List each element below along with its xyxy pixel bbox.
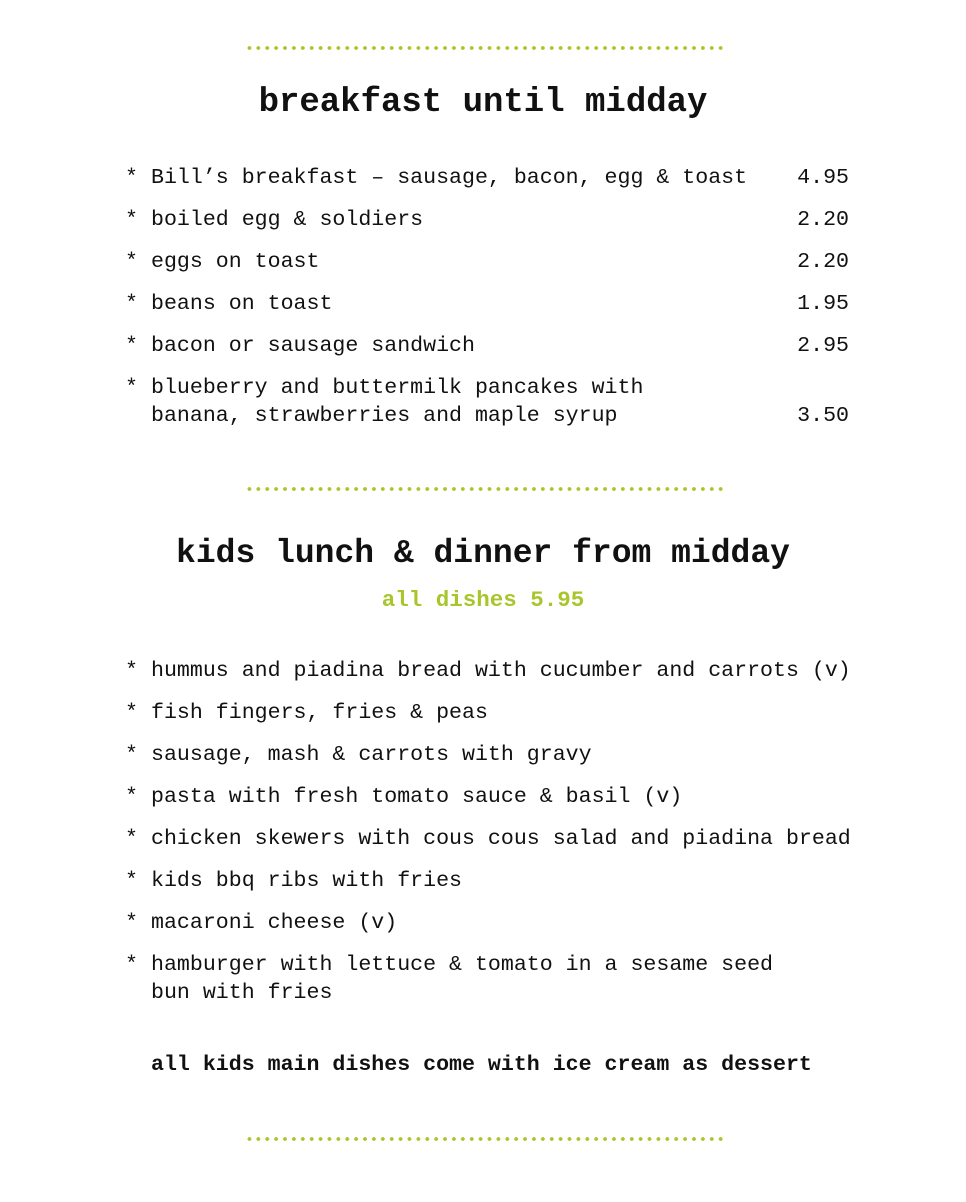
menu-item xyxy=(125,951,905,1007)
menu-item xyxy=(125,741,905,769)
menu-item-name: macaroni cheese (v) xyxy=(151,911,398,935)
menu-item xyxy=(125,657,905,685)
menu-item-name: hamburger with lettuce & tomato in a sesame seed bun with fries xyxy=(151,953,774,1005)
menu-item-name: eggs on toast xyxy=(151,250,320,274)
dotted-divider xyxy=(245,45,723,51)
breakfast-menu-list xyxy=(125,164,849,444)
bullet-star: * xyxy=(125,785,138,809)
bullet-star: * xyxy=(125,250,138,274)
bullet-star: * xyxy=(125,292,138,316)
bullet-star: * xyxy=(125,911,138,935)
bullet-star: * xyxy=(125,334,138,358)
menu-item-price: 3.50 xyxy=(797,404,849,428)
bullet-star: * xyxy=(125,743,138,767)
bullet-star: * xyxy=(125,659,138,683)
menu-item-price: 2.20 xyxy=(797,208,849,232)
menu-item-name: beans on toast xyxy=(151,292,333,316)
menu-item-name: sausage, mash & carrots with gravy xyxy=(151,743,592,767)
menu-item-name: fish fingers, fries & peas xyxy=(151,701,488,725)
menu-item xyxy=(125,290,849,318)
kids-price-subtitle: all dishes 5.95 xyxy=(381,587,585,613)
menu-item xyxy=(125,783,905,811)
bullet-star: * xyxy=(125,827,138,851)
menu-item-name: Bill’s breakfast – sausage, bacon, egg & toast xyxy=(151,166,748,190)
menu-item-name: boiled egg & soldiers xyxy=(151,208,424,232)
kids-dessert-note: all kids main dishes come with ice cream as dessert xyxy=(151,1053,812,1077)
menu-item-price: 2.95 xyxy=(797,334,849,358)
menu-item-name: hummus and piadina bread with cucumber and carrots (v) xyxy=(151,659,851,683)
menu-item-name: chicken skewers with cous cous salad and piadina bread xyxy=(151,827,851,851)
menu-item xyxy=(125,909,905,937)
menu-item-price: 2.20 xyxy=(797,250,849,274)
menu-item xyxy=(125,867,905,895)
dotted-divider xyxy=(245,1136,723,1142)
bullet-star: * xyxy=(125,701,138,725)
bullet-star: * xyxy=(125,953,138,977)
menu-item-price: 1.95 xyxy=(797,292,849,316)
dotted-divider xyxy=(245,486,723,492)
menu-item-name: bacon or sausage sandwich xyxy=(151,334,475,358)
bullet-star: * xyxy=(125,166,138,190)
menu-item xyxy=(125,374,849,430)
breakfast-heading: breakfast until midday xyxy=(258,84,708,122)
menu-item xyxy=(125,206,849,234)
menu-item xyxy=(125,825,905,853)
menu-item-name: pasta with fresh tomato sauce & basil (v) xyxy=(151,785,683,809)
menu-item xyxy=(125,332,849,360)
menu-item xyxy=(125,699,905,727)
menu-item-price: 4.95 xyxy=(797,166,849,190)
bullet-star: * xyxy=(125,869,138,893)
kids-heading: kids lunch & dinner from midday xyxy=(176,535,790,572)
kids-menu-list xyxy=(125,657,905,1021)
bullet-star: * xyxy=(125,208,138,232)
menu-item-name: kids bbq ribs with fries xyxy=(151,869,463,893)
menu-item xyxy=(125,164,849,192)
menu-item xyxy=(125,248,849,276)
bullet-star: * xyxy=(125,376,138,400)
menu-item-name: blueberry and buttermilk pancakes with banana, strawberries and maple syrup xyxy=(151,376,644,428)
